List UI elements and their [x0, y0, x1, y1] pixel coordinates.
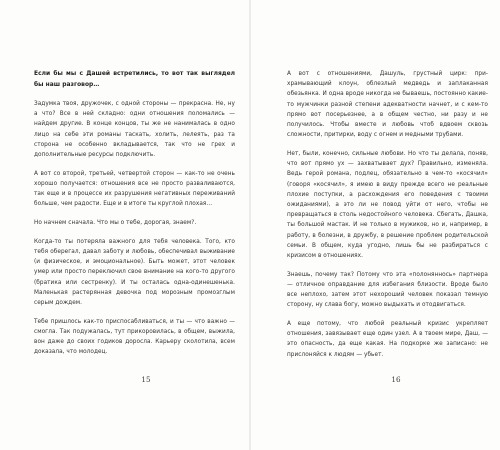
left-text-column	[34, 69, 235, 366]
right-page	[250, 0, 500, 450]
paragraph: Знаешь, почему так? Потому что эта «полоняннось» партнера — отличное оправдание для избегания близости. Вроде было все неплохо, затем этот нехороший человек показал темную сторону, ну слава богу, можно выдыхать и отодвигаться.	[287, 271, 488, 309]
paragraph: А вот с отношениями, Дашуль, грустный цирк: прихрамывающий клоун, облезлый медведь и заплаканная обезьянка. И одна вроде никогда не бываешь, постоянно какие-то мужчинки разной степени адекватности начнет, и с кем-то прямо вот посерьезнее, а в общем честно, ни разу и не получилось. Чтобы вместе и любовь чтоб вдвоем сквозь сложности, притирки, воду с огнем и медными трубами.	[287, 71, 488, 139]
paragraph: А вот со второй, третьей, четвертой сторон — как-то не очень хорошо получается: отношения все не просто разваливаются, так еще и в процессе их разрушения негативных переживаний больше, чем радости. Еще и в итоге ты круглой плохая…	[34, 170, 235, 208]
page-number: 16	[391, 375, 401, 384]
paragraph: А еще потому, что любой реальный кризис укрепляет отношения, завязывает еще один узел. А в твоем мире, Даш, — это опасность, да еще какая. На подкорке же записано: не прислоняйся к людям — убьет.	[287, 320, 488, 358]
paragraph: Тебе пришлось как-то приспосабливаться, и ты — что важно — смогла. Так подужалась, тут прикоровилась, в общем, выжила, вон даже до своих годиков доросла. Карьеру сколотила, всем доказала, что молодец.	[34, 318, 235, 356]
paragraph: Но начнем сначала. Что мы о тебе, дорогая, знаем?.	[34, 220, 197, 227]
page-number: 15	[141, 375, 151, 384]
paragraph: Когда-то ты потеряла важного для тебя человека. Того, кто тебя оберегал, давал заботу и любовь, обеспечивал выживание (и физическое, и эмоциональное). Быть может, этот человек умер или просто переключил свое внимание на кого-то другого (братика или сестренку). И ты осталась одна-одинешенька. Маленькая растерянная девочка под морозным промозглым серым дождем.	[34, 238, 235, 306]
paragraph: Задумка твоя, дружочек, с одной стороны — прекрасна. Не, ну а что? Все в ней складно: одни отношения поломались — найдем другие. В конце концов, ты же не нанималась в одно лицо на себе эти романы таскать, холить, лелеять, раз та сторона не особенно вкладывается, так что не грех и дополнительные ресурсы подключить.	[34, 101, 235, 159]
right-text-column	[287, 69, 488, 368]
paragraph: Нет, были, конечно, сильные любови. Но что ты делала, поняв, что вот прямо ух — захватывает дух? Правильно, изменяла. Ведь герой романа, подлец, обязательно в чем-то «косячил» (говоря «косячил», я имею в виду прежде всего не реальные плохие поступки, а расхождения его поведения с твоими ожиданиями), а это ли не повод уйти от него, чтобы не превращаться в столь недостойного человека. Сбегать, Дашка, ты большой мастак. И не только в мужиков, но и, например, в работу, в болезни, в дружбу, в решение проблем родительской семьи. В общем, куда угодно, лишь бы не разбираться с кризисом в отношениях.	[287, 150, 488, 259]
section-heading: Если бы мы с Дашей встретились, то вот так выглядел бы наш разговор…	[34, 71, 235, 88]
